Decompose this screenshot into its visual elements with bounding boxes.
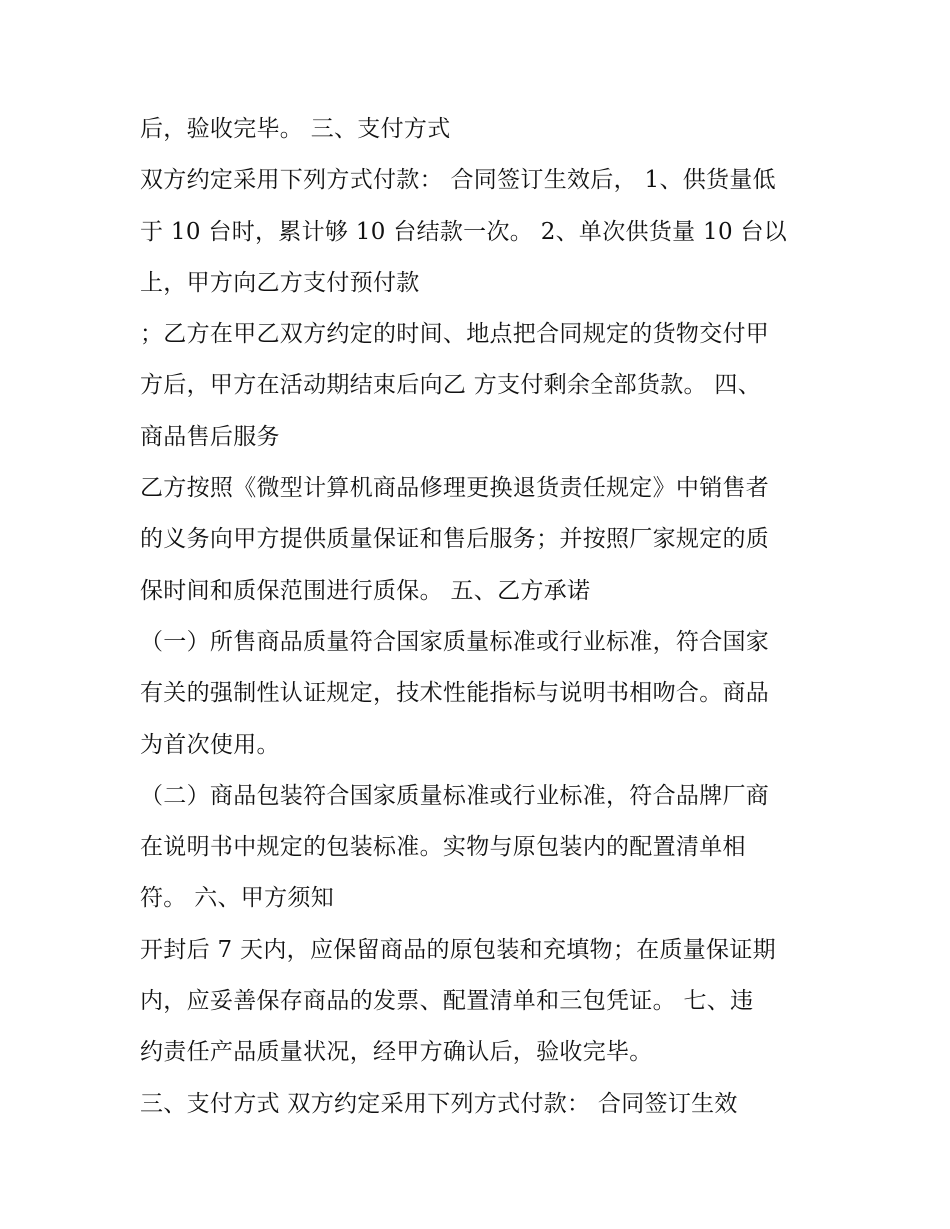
text-line-1: 后，验收完毕。 三、支付方式 [140, 116, 451, 142]
text-line-19: 约责任产品质量状况，经甲方确认后，验收完毕。 [140, 1039, 653, 1066]
text-line-8: 乙方按照《微型计算机商品修理更换退货责任规定》中销售者 [140, 475, 770, 502]
text-line-12: 有关的强制性认证规定，技术性能指标与说明书相吻合。商品 [140, 680, 770, 707]
text-line-18: 内，应妥善保存商品的发票、配置清单和三包凭证。 七、违 [140, 988, 754, 1015]
text-line-20: 三、支付方式 双方约定采用下列方式付款： 合同签订生效 [140, 1090, 738, 1117]
text-line-2: 双方约定采用下列方式付款： 合同签订生效后， 1、供货量低 [140, 167, 776, 194]
document-body [140, 104, 820, 1130]
text-line-17: 开封后 7 天内，应保留商品的原包装和充填物；在质量保证期 [140, 936, 776, 963]
text-line-16: 符。 六、甲方须知 [140, 885, 335, 912]
text-line-15: 在说明书中规定的包装标准。实物与原包装内的配置清单相 [140, 834, 746, 861]
text-line-10: 保时间和质保范围进行质保。 五、乙方承诺 [140, 577, 591, 604]
text-line-4: 上，甲方向乙方支付预付款 [140, 269, 420, 296]
text-line-9: 的义务向甲方提供质量保证和售后服务；并按照厂家规定的质 [140, 526, 770, 553]
text-line-3: 于 10 台时，累计够 10 台结款一次。 2、单次供货量 10 台以 [140, 218, 788, 245]
text-line-13: 为首次使用。 [140, 731, 280, 758]
text-line-7: 商品售后服务 [140, 423, 280, 450]
text-line-11: （一）所售商品质量符合国家质量标准或行业标准，符合国家 [140, 628, 770, 655]
text-line-14: （二）商品包装符合国家质量标准或行业标准，符合品牌厂商 [140, 782, 770, 809]
text-line-6: 方后，甲方在活动期结束后向乙 方支付剩余全部货款。 四、 [140, 372, 762, 399]
text-line-5: ；乙方在甲乙双方约定的时间、地点把合同规定的货物交付甲 [140, 321, 770, 348]
